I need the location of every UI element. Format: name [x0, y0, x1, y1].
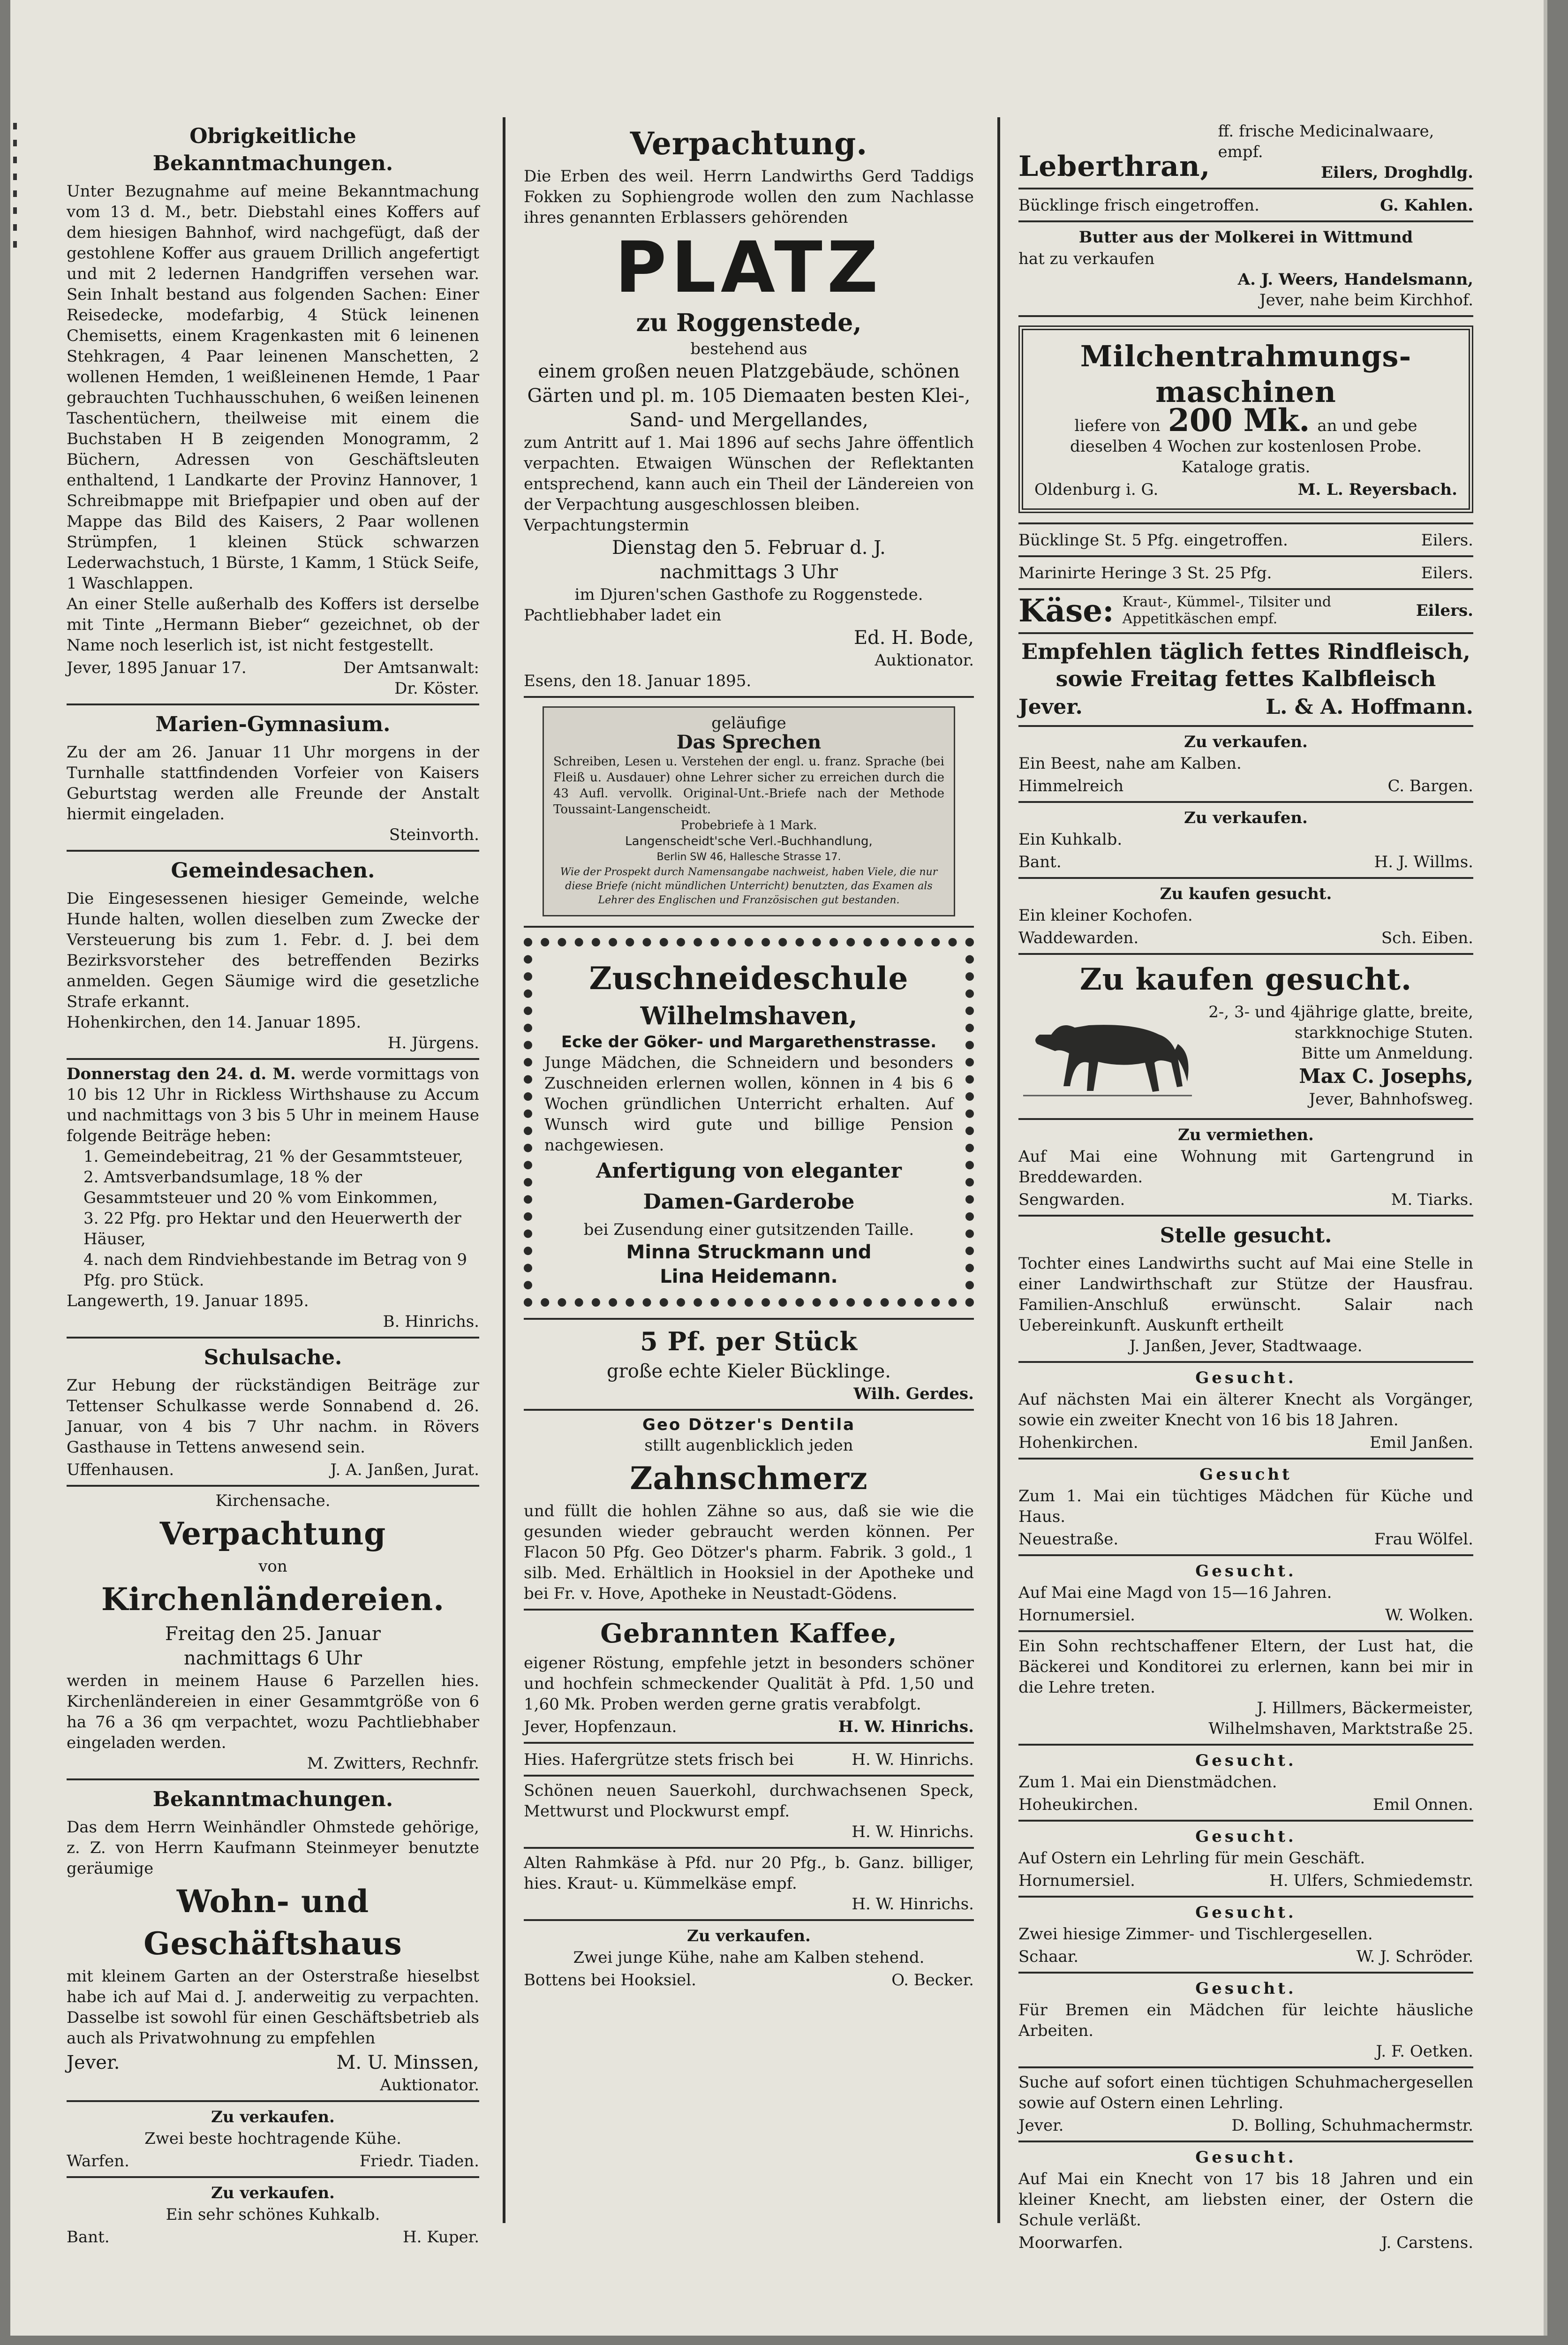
ad-dienstmaedchen: [1018, 1746, 1473, 1822]
ad-body: Auf Mai eine Wohnung mit Gartengrund in Breddewarden.: [1018, 1147, 1473, 1187]
ad-place: Warfen.: [67, 2152, 129, 2171]
ad-maedchen: [1018, 1460, 1473, 1556]
ad-body: Auf Ostern ein Lehrling für mein Geschäft.: [1018, 1849, 1365, 1868]
ad-body: Zwei junge Kühe, nahe am Kalben stehend.: [573, 1948, 925, 1967]
ad-signature: Sch. Eiben.: [1381, 929, 1473, 947]
ad-signature: Emil Janßen.: [1370, 1433, 1473, 1452]
ad-stuten: [1018, 955, 1473, 1120]
ad-body: Ein kleiner Kochofen.: [1018, 906, 1193, 925]
ad-title: Verpachtung: [159, 1515, 386, 1552]
ad-signature: J. F. Oetken.: [1376, 2042, 1473, 2061]
ad-leberthran: [1018, 117, 1473, 189]
ad-rahmkaese: [524, 1849, 974, 1921]
ad-place: Jever.: [1018, 695, 1083, 719]
ad-kaese: [1018, 590, 1473, 634]
ad-role: Der Amtsanwalt:: [343, 658, 479, 677]
ad-knecht-moorwarfen: [1018, 2142, 1473, 2258]
ad-place: Jever, Hopfenzaun.: [524, 1717, 677, 1736]
ad-body: hat zu verkaufen: [1018, 250, 1155, 268]
ad-signature: W. Wolken.: [1385, 1606, 1473, 1625]
list-item: 4. nach dem Rindviehbestande im Betrag von 9 Pfg. pro Stück.: [83, 1250, 467, 1290]
ad-body: Marinirte Heringe 3 St. 25 Pfg.: [1018, 564, 1272, 582]
ad-title: Schulsache.: [204, 1346, 342, 1369]
ad-bremen: [1018, 1974, 1473, 2068]
ad-body: Ein Sohn rechtschaffener Eltern, der Lust hat, die Bäckerei und Konditorei zu erlernen, kann bei mir in die Lehre treten.: [1018, 1637, 1473, 1697]
ad-body: große echte Kieler Bücklinge.: [607, 1361, 891, 1382]
ad-names: Minna Struckmann und: [626, 1241, 872, 1263]
ad-title: maschinen: [1155, 375, 1336, 409]
ad-title: Zu kaufen gesucht.: [1160, 885, 1332, 903]
ad-signature: H. W. Hinrichs.: [852, 1750, 974, 1769]
ad-signature: M. U. Minssen,: [336, 2052, 479, 2073]
ad-text: einem großen neuen Platzgebäude, schönen Gärten und pl. m. 105 Diemaaten besten Klei-, Sand- und Mergellandes,: [527, 361, 971, 431]
ad-title: Gemeindesachen.: [171, 859, 375, 883]
column-right: [1018, 117, 1473, 2252]
ad-body: Unter Bezugnahme auf meine Bekanntmachung vom 13 d. M., betr. Diebstahl eines Koffers auf dem hiesigen Bahnhof, wird nachgefügt, daß der gestohlene Koffer aus grauem Drillich angefertigt und mit 2 ledernen Handgriffen versehen war. Sein Inhalt bestand aus folgenden Sachen: Einer Reisedecke, modefarbig, 4 Stück leinenen Chemisetts, einem Kragenkasten mit 6 leinenen Stehkragen, 4 Paar leinenen Manschetten, 2 wollenen Hemden, 1 weißleinenen Hemde, 1 Paar gebrauchten Tuchhausschuhen, 6 weißen leinenen Taschentüchern, theilweise mit einem die Buchstaben H B zeigenden Monogramm, 2 Büchern, Adressen von Geschäftsleuten enthaltend, 1 Landkarte der Provinz Hannover, 1 Schreibmappe mit Briefpapier und oben auf der Mappe das Bild des Kaisers, 2 Paar wollenen Strümpfen, 1 kleinen Stück schwarzen Lederwachstuch, 1 Bürste, 1 Kamm, 1 Stück Seife, 1 Waschlappen.: [67, 182, 479, 593]
ad-body: zum Antritt auf 1. Mai 1896 auf sechs Jahre öffentlich verpachten. Etwaigen Wünschen der Reflektanten entsprechend, kann auch ein Theil der Ländereien von der Verpachtung ausgeschlossen bleiben.: [524, 433, 974, 514]
ad-role: Auktionator.: [874, 651, 974, 670]
ad-headline: Wohn- und: [176, 1883, 369, 1920]
ad-kuehe: [67, 2102, 479, 2178]
ad-gemeinde: [67, 852, 479, 1060]
ad-kuhkalb-willms: [1018, 803, 1473, 879]
ad-time: nachmittags 6 Uhr: [183, 1648, 362, 1669]
ad-title: Gesucht.: [1195, 1979, 1297, 1998]
ad-place: Uffenhausen.: [67, 1460, 174, 1479]
ad-body: werde vormittags von 10 bis 12 Uhr in Rickless Wirthshause zu Accum und nachmittags von 3 bis 5 Uhr in meinem Hause folgende Beiträge heben:: [67, 1065, 479, 1145]
ad-schulsache: [67, 1339, 479, 1487]
ad-body: Bücklinge St. 5 Pfg. eingetroffen.: [1018, 531, 1288, 550]
ad-body: Zu der am 26. Januar 11 Uhr morgens in der Turnhalle stattfindenden Vorfeier von Kaisers Geburtstag werden alle Freunde der Anstalt hiermit eingeladen.: [67, 743, 479, 824]
ad-body: Auf nächsten Mai ein älterer Knecht als Vorgänger, sowie ein zweiter Knecht von 16 bis 18 Jahren.: [1018, 1390, 1473, 1430]
ad-title: Zu verkaufen.: [1184, 809, 1308, 827]
ad-address: Jever, nahe beim Kirchhof.: [1259, 291, 1473, 310]
ad-body: Zwei hiesige Zimmer- und Tischlergesellen.: [1018, 1925, 1373, 1944]
ad-headline: Empfehlen täglich fettes Rindfleisch,: [1021, 639, 1470, 664]
ad-address: Ecke der Göker- und Margarethenstrasse.: [561, 1033, 937, 1051]
ad-headline: Leberthran,: [1018, 150, 1211, 183]
ad-body: Tochter eines Landwirths sucht auf Mai eine Stelle in einer Landwirthschaft zur Stütze der Hausfrau. Familien-Anschluß erwünscht. Salair nach Uebereinkunft. Auskunft ertheilt: [1018, 1254, 1473, 1335]
ad-body: mit kleinem Garten an der Osterstraße hieselbst habe ich auf Mai d. J. anderweitig zu verpachten. Dasselbe ist sowohl für einen Geschäftsbetrieb als auch als Privatwohnung zu empfehlen: [67, 1967, 479, 2048]
ad-text: Bitte um Anmeldung.: [1301, 1044, 1473, 1063]
ad-body: Schreiben, Lesen u. Verstehen der engl. u. franz. Sprache (bei Fleiß u. Ausdauer) ohne Lehrer sicher zu erreichen durch die 43 Aufl. vervollk. Original-Unt.-Briefe nach der Methode Toussaint-Langenscheidt.: [553, 755, 944, 817]
list-item: 1. Gemeindebeitrag, 21 % der Gesammtsteuer,: [83, 1147, 463, 1166]
ad-headline: Kirchenländereien.: [101, 1581, 445, 1618]
ad-body: Junge Mädchen, die Schneidern und besonders Zuschneiden erlernen wollen, können in 4 bis 6 Wochen gründlichen Unterricht erhalten. Auf Wunsch wird gute und billige Pension nachgewiesen.: [544, 1053, 953, 1155]
ad-text: stillt augenblicklich jeden: [644, 1436, 853, 1455]
ad-junge-kuehe: [524, 1921, 974, 1995]
ad-place: Hornumersiel.: [1018, 1606, 1135, 1625]
ad-headline: Damen-Garderobe: [643, 1190, 855, 1214]
ad-place: Moorwarfen.: [1018, 2233, 1123, 2252]
ad-signature: W. J. Schröder.: [1356, 1947, 1473, 1966]
ad-body: Die Eingesessenen hiesiger Gemeinde, welche Hunde halten, wollen dieselben zum Zwecke der Versteuerung bis zum 1. Febr. d. J. bei dem Bezirksvorsteher des betreffenden Bezirks anmelden. Gegen Säumige wird die gesetzliche Strafe erkannt.: [67, 889, 479, 1011]
ad-fleisch: [1018, 634, 1473, 727]
ad-place: Jever.: [67, 2052, 120, 2073]
ad-body: Ein Beest, nahe am Kalben.: [1018, 754, 1242, 773]
ad-official-notice: [67, 117, 479, 705]
ad-text: bestehend aus: [690, 340, 807, 358]
ad-body: Hies. Hafergrütze stets frisch bei: [524, 1750, 794, 1769]
ad-title: Gesucht.: [1195, 1751, 1297, 1770]
ad-text: ff. frische Medicinalwaare, empf.: [1218, 122, 1434, 161]
ad-body: Ein sehr schönes Kuhkalb.: [166, 2205, 380, 2224]
ad-headline: Anfertigung von eleganter: [596, 1159, 902, 1183]
ad-signature: C. Bargen.: [1387, 777, 1473, 795]
ad-signature: H. W. Hinrichs.: [852, 1895, 974, 1914]
ad-body: Auf Mai ein Knecht von 17 bis 18 Jahren und ein kleiner Knecht, am liebsten einer, der Ostern die Schule verläßt.: [1018, 2170, 1473, 2230]
ad-verpachtung-platz: [524, 117, 974, 698]
newspaper-page: [10, 0, 1544, 2336]
ad-subtitle: zu Roggenstede,: [636, 309, 862, 337]
ad-title: Gesucht: [1199, 1465, 1292, 1484]
ad-text: an und gebe: [1317, 416, 1417, 435]
framed-box: [1018, 325, 1473, 513]
ad-title: Gesucht.: [1195, 1369, 1297, 1387]
ad-beest: [1018, 727, 1473, 803]
gray-box: [543, 706, 955, 916]
ad-address: Jever, Bahnhofsweg.: [1309, 1090, 1473, 1109]
ad-magd: [1018, 1556, 1473, 1632]
ad-place: Himmelreich: [1018, 777, 1124, 795]
ad-title: Zuschneideschule: [589, 960, 909, 997]
ad-knecht: [1018, 1363, 1473, 1460]
ad-place: Jever.: [1018, 2116, 1064, 2135]
ad-buecklinge: [524, 1320, 974, 1411]
ad-signature: H. W. Hinrichs.: [838, 1717, 974, 1736]
column-middle: [524, 117, 974, 2237]
ad-signature: Max C. Josephs,: [1299, 1065, 1473, 1088]
ad-gesellen: [1018, 1898, 1473, 1974]
ad-title: Gesucht.: [1195, 1562, 1297, 1581]
ad-kochofen: [1018, 879, 1473, 955]
ad-signature: M. Tiarks.: [1391, 1190, 1473, 1209]
ad-heringe: [1018, 557, 1473, 590]
ad-signature: M. Zwitters, Rechnfr.: [307, 1754, 479, 1773]
ad-names: Lina Heidemann.: [660, 1266, 838, 1287]
ad-publisher: Langenscheidt'sche Verl.-Buchhandlung,: [625, 834, 873, 848]
ad-title: Gesucht.: [1195, 1903, 1297, 1922]
ad-title: Milchentrahmungs-: [1080, 339, 1412, 373]
ad-place: Hohenkirchen, den 14. Januar 1895.: [67, 1013, 362, 1032]
ad-signature: J. Hillmers, Bäckermeister,: [1257, 1699, 1473, 1717]
ad-stelle-gesucht: [1018, 1217, 1473, 1363]
ad-wohnhaus: [67, 1780, 479, 2102]
ad-dentila: [524, 1411, 974, 1611]
ad-milchentrahmung: [1018, 317, 1473, 524]
ad-headline: PLATZ: [615, 227, 883, 309]
ad-signature: J. Janßen, Jever, Stadtwaage.: [1129, 1337, 1363, 1355]
ad-body: Die Erben des weil. Herrn Landwirths Gerd Taddigs Fokken zu Sophiengrode wollen den zum Nachlasse ihres genannten Erblassers gehörenden: [524, 167, 974, 227]
ad-title: Zu verkaufen.: [211, 2184, 335, 2202]
ad-zuschneideschule: [524, 928, 974, 1320]
ad-kicker: Kirchensache.: [215, 1491, 331, 1510]
ad-title: Zu vermiethen.: [1178, 1126, 1314, 1144]
ad-signature: Steinvorth.: [389, 825, 479, 844]
ad-signature: Wilh. Gerdes.: [853, 1384, 974, 1403]
ad-place: Neuestraße.: [1018, 1530, 1119, 1549]
ad-time: nachmittags 3 Uhr: [659, 561, 838, 583]
ad-title: Marien-Gymnasium.: [155, 712, 391, 736]
ad-body: dieselben 4 Wochen zur kostenlosen Probe. Kataloge gratis.: [1070, 437, 1422, 477]
ad-date: Freitag den 25. Januar: [165, 1623, 381, 1645]
ad-title: Butter aus der Molkerei in Wittmund: [1078, 228, 1413, 247]
ad-title: Verpachtung.: [630, 125, 868, 162]
ad-address: Berlin SW 46, Hallesche Strasse 17.: [656, 851, 841, 863]
ad-signature: Ed. H. Bode,: [853, 627, 974, 649]
ad-body: Zur Hebung der rückständigen Beiträge zur Tettenser Schulkasse werde Sonnabend d. 26. Januar, von 4 bis 7 Uhr nachm. in Rövers Gasthause in Tettens anwesend sein.: [67, 1376, 479, 1457]
ad-signature: A. J. Weers, Handelsmann,: [1237, 270, 1473, 289]
ad-title: Gesucht.: [1195, 2148, 1297, 2167]
ad-price: 200 Mk.: [1168, 402, 1310, 439]
ad-signature: M. L. Reyersbach.: [1297, 480, 1457, 499]
ad-butter: [1018, 222, 1473, 317]
ad-signature: G. Kahlen.: [1380, 196, 1473, 215]
edge-strip: [10, 113, 21, 347]
ad-title: Stelle gesucht.: [1160, 1224, 1332, 1248]
column-left: [67, 117, 479, 2247]
ad-body: eigener Röstung, empfehle jetzt in besonders schöner und hochfein schmeckender Qualität à Pfd. 1,50 und 1,60 Mk. Proben werden gerne gratis verabfolgt.: [524, 1654, 974, 1714]
ad-headline: Geschäftshaus: [143, 1925, 402, 1962]
ad-place: Hoheukirchen.: [1018, 1795, 1138, 1814]
ad-title: Zu verkaufen.: [211, 2108, 335, 2126]
ad-body: Zwei beste hochtragende Kühe.: [144, 2129, 401, 2148]
ad-text: im Djuren'schen Gasthofe zu Roggenstede.: [574, 585, 923, 604]
ad-buecklinge-eilers: [1018, 524, 1473, 557]
ad-place: Schaar.: [1018, 1947, 1079, 1966]
ad-title: Zu verkaufen.: [687, 1927, 811, 1945]
ad-role: Auktionator.: [380, 2076, 479, 2095]
ad-body: Bücklinge frisch eingetroffen.: [1018, 196, 1259, 215]
ad-title: Das Sprechen: [676, 731, 822, 753]
ad-title: Obrigkeitliche Bekanntmachungen.: [152, 124, 393, 175]
ad-kicker: geläufige: [711, 714, 786, 733]
ad-sauerkohl: [524, 1777, 974, 1849]
ad-kirchensache: [67, 1487, 479, 1780]
ad-place: Oldenburg i. G.: [1034, 480, 1159, 499]
horse-illustration: [1018, 1002, 1197, 1110]
ad-body: Schönen neuen Sauerkohl, durchwachsenen Speck, Mettwurst und Plockwurst empf.: [524, 1781, 974, 1821]
ad-buecklinge-kahlen: [1018, 189, 1473, 222]
ad-signature: O. Becker.: [891, 1971, 974, 1989]
ad-body: Das dem Herrn Weinhändler Ohmstede gehörige, z. Z. von Herrn Kaufmann Steinmeyer benutzte geräumige: [67, 1818, 479, 1878]
list-item: 2. Amtsverbandsumlage, 18 % der Gesammtsteuer und 20 % vom Einkommen,: [83, 1168, 438, 1207]
ad-body: werden in meinem Hause 6 Parzellen hies. Kirchenländereien in einer Gesammtgröße von 6 ha 76 a 36 qm verpachtet, wozu Pachtliebhaber eingeladen werden.: [67, 1672, 479, 1752]
ad-beitraege: [67, 1060, 479, 1339]
ad-body: An einer Stelle außerhalb des Koffers ist derselbe mit Tinte „Hermann Bieber“ gezeichnet, ob der Name noch leserlich ist, ist nicht festgestellt.: [67, 595, 479, 655]
ad-sprachen: [524, 698, 974, 928]
ad-body: Suche auf sofort einen tüchtigen Schuhmachergesellen sowie auf Ostern einen Lehrling.: [1018, 2073, 1473, 2112]
ad-connector: von: [258, 1557, 287, 1576]
ad-signature: H. Ulfers, Schmiedemstr.: [1269, 1871, 1473, 1890]
ad-headline: sowie Freitag fettes Kalbfleisch: [1055, 666, 1436, 691]
ad-place: Bottens bei Hooksiel.: [524, 1971, 696, 1989]
ad-body: Auf Mai eine Magd von 15—16 Jahren.: [1018, 1583, 1332, 1602]
ad-place: Hohenkirchen.: [1018, 1433, 1138, 1452]
ad-place: Waddewarden.: [1018, 929, 1139, 947]
ad-lehrling: [1018, 1822, 1473, 1898]
ad-headline: Käse:: [1018, 592, 1114, 629]
column-rule: [503, 117, 505, 2223]
ad-signature: Emil Onnen.: [1372, 1795, 1473, 1814]
ad-signature: Eilers, Droghdlg.: [1321, 163, 1473, 182]
ad-body: Kraut-, Kümmel-, Tilsiter und Appetitkäschen empf.: [1122, 594, 1332, 627]
ad-kaffee: [524, 1611, 974, 1744]
ad-signature: J. A. Janßen, Jurat.: [330, 1460, 479, 1479]
ad-signature: Eilers.: [1421, 564, 1473, 582]
ad-subtitle: Wilhelmshaven,: [640, 1002, 858, 1030]
ad-vermiethen: [1018, 1120, 1473, 1217]
ad-body: und füllt die hohlen Zähne so aus, daß sie wie die gesunden wieder gebraucht werden können. Per Flacon 50 Pfg. Geo Dötzer's pharm. Fabrik. 3 gold., 1 silb. Med. Erhältlich in Hooksiel in der Apotheke und bei Fr. v. Hove, Apotheke in Neustadt-Gödens.: [524, 1502, 974, 1603]
ad-signature: Eilers.: [1421, 531, 1473, 550]
ad-signature: H. J. Willms.: [1374, 853, 1473, 871]
ad-text: Probebriefe à 1 Mark.: [680, 818, 817, 832]
ad-gymnasium: [67, 705, 479, 852]
ad-place: Bant.: [1018, 853, 1062, 871]
ad-address: Wilhelmshaven, Marktstraße 25.: [1208, 1719, 1473, 1738]
ad-title: Gebrannten Kaffee,: [600, 1618, 897, 1649]
ad-place: Jever, 1895 Januar 17.: [67, 658, 247, 677]
ad-date: Dienstag den 5. Februar d. J.: [612, 537, 886, 559]
ad-signature: Dr. Köster.: [394, 679, 479, 698]
ad-signature: D. Bolling, Schuhmachermstr.: [1231, 2116, 1473, 2135]
ad-signature: H. W. Hinrichs.: [852, 1823, 974, 1841]
ad-body: Zum 1. Mai ein Dienstmädchen.: [1018, 1773, 1277, 1792]
ad-note: Wie der Prospekt durch Namensangabe nachweist, haben Viele, die nur diese Briefe (nicht mündlichen Unterricht) benutzten, das Examen als Lehrer des Englischen und Französischen gut bestanden.: [560, 866, 938, 906]
ad-lead: Donnerstag den 24. d. M.: [67, 1065, 296, 1083]
ad-body: Alten Rahmkäse à Pfd. nur 20 Pfg., b. Ganz. billiger, hies. Kraut- u. Kümmelkäse empf.: [524, 1853, 974, 1893]
ad-text: bei Zusendung einer gutsitzenden Taille.: [583, 1220, 914, 1239]
ad-place: Langewerth, 19. Januar 1895.: [67, 1292, 309, 1310]
decorative-border: [524, 938, 974, 1307]
column-rule: [997, 117, 1000, 2223]
ad-place: Esens, den 18. Januar 1895.: [524, 672, 752, 690]
ad-text: Verpachtungstermin: [524, 516, 689, 535]
ad-hafergruetze: [524, 1744, 974, 1777]
ad-signature: B. Hinrichs.: [383, 1312, 479, 1331]
ad-signature: Frau Wölfel.: [1374, 1530, 1473, 1549]
ad-body: 2-, 3- und 4jährige glatte, breite, starkknochige Stuten.: [1208, 1003, 1473, 1042]
ad-signature: J. Carstens.: [1381, 2233, 1473, 2252]
ad-signature: Friedr. Tiaden.: [359, 2152, 479, 2171]
ad-text: Pachtliebhaber ladet ein: [524, 606, 722, 625]
ad-body: Zum 1. Mai ein tüchtiges Mädchen für Küche und Haus.: [1018, 1487, 1473, 1526]
list-item: 3. 22 Pfg. pro Hektar und den Heuerwerth der Häuser,: [83, 1209, 461, 1248]
ad-baecker-lehre: [1018, 1632, 1473, 1746]
ad-signature: L. & A. Hoffmann.: [1266, 695, 1473, 719]
ad-headline: Zahnschmerz: [630, 1460, 868, 1497]
ad-title: 5 Pf. per Stück: [640, 1326, 858, 1356]
ad-title: Zu verkaufen.: [1184, 733, 1308, 751]
ad-text: liefere von: [1074, 416, 1161, 435]
ad-place: Sengwarden.: [1018, 1190, 1125, 1209]
ad-body: Für Bremen ein Mädchen für leichte häusliche Arbeiten.: [1018, 2001, 1473, 2040]
ad-kicker: Geo Dötzer's Dentila: [642, 1415, 856, 1434]
ad-schuhmacher: [1018, 2068, 1473, 2142]
ad-title: Bekanntmachungen.: [152, 1787, 393, 1811]
ad-title: Gesucht.: [1195, 1827, 1297, 1846]
ad-signature: H. Jürgens.: [387, 1034, 479, 1052]
ad-title: Zu kaufen gesucht.: [1079, 962, 1412, 997]
ad-body: Ein Kuhkalb.: [1018, 830, 1123, 849]
ad-place: Bant.: [67, 2228, 110, 2247]
ad-signature: H. Kuper.: [402, 2228, 479, 2247]
ad-signature: Eilers.: [1416, 601, 1473, 620]
ad-kuhkalb: [67, 2178, 479, 2252]
ad-place: Hornumersiel.: [1018, 1871, 1135, 1890]
